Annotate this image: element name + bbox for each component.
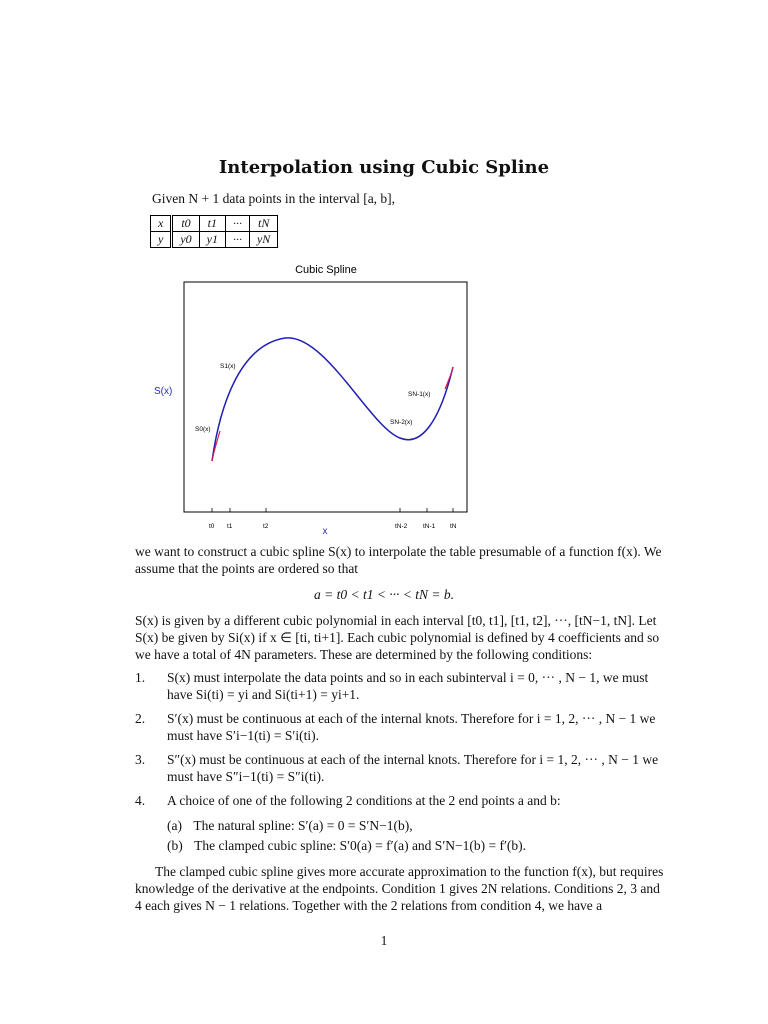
sub-label: (b) (167, 838, 183, 853)
tick-label-t1: t1 (227, 523, 233, 530)
chart-title: Cubic Spline (295, 264, 357, 276)
table-cell: y0 (172, 232, 199, 248)
paragraph-1: we want to construct a cubic spline S(x) to interpolate the table presumable of a function f(x). We assume that the points are ordered so that (135, 544, 662, 576)
sub-text: The natural spline: S′(a) = 0 = S′N−1(b), (193, 818, 413, 833)
spline-knot-mark (445, 367, 453, 389)
paragraph-2: S(x) is given by a different cubic polynomial in each interval [t0, t1], [t1, t2], ···, [tN−1, tN]. Let S(x) be given by Si(x) if x ∈ [ti, ti+1]. Each cubic polynomial is defined by 4 coefficients and so we have a total of 4N parameters. These are determined by the following conditions: (135, 613, 660, 662)
curve-label-s1: S1(x) (220, 363, 236, 370)
list-text: S″(x) must be continuous at each of the internal knots. Therefore for i = 1, 2, ··· , N − 1 we must have S″i−1(ti) = S″i(ti). (167, 752, 659, 784)
tick-label-tN: tN (450, 523, 457, 530)
curve-label-sn-1: SN-1(x) (408, 391, 431, 398)
tick-label-t0: t0 (209, 523, 215, 530)
table-cell: ··· (225, 232, 249, 248)
tick-label-t2: t2 (263, 523, 269, 530)
sub-label: (a) (167, 818, 182, 833)
cubic-spline-chart (140, 255, 480, 540)
page-title: Interpolation using Cubic Spline (218, 157, 550, 178)
list-text: S′(x) must be continuous at each of the internal knots. Therefore for i = 1, 2, ··· , N − 1 we must have S′i−1(ti) = S′i(ti). (167, 711, 656, 743)
list-text: S(x) must interpolate the data points and so in each subinterval i = 0, ··· , N − 1, we must have Si(ti) = yi and Si(ti+1) = yi+1. (167, 670, 649, 702)
intro-text: Given N + 1 data points in the interval [a, b], (152, 191, 396, 206)
spline-curve (212, 338, 453, 461)
tick-label-tN-2: tN-2 (395, 523, 408, 530)
list-number: 4. (135, 793, 146, 808)
list-number: 2. (135, 711, 146, 726)
page-number: 1 (380, 933, 388, 948)
table-cell: y1 (199, 232, 225, 248)
paragraph-3: The clamped cubic spline gives more accurate approximation to the function f(x), but requires knowledge of the derivative at the endpoints. Condition 1 gives 2N relations. Conditions 2, 3 and 4 each gives N − 1 relations. Together with the 2 relations from condition 4, we have a (135, 864, 664, 913)
data-table (150, 215, 278, 248)
table-row (151, 232, 278, 248)
table-row (151, 216, 278, 232)
chart-svg (140, 255, 480, 540)
x-ticks (212, 508, 453, 512)
curve-label-s0: S0(x) (195, 426, 211, 433)
sub-text: The clamped cubic spline: S′0(a) = f′(a) and S′N−1(b) = f′(b). (194, 838, 527, 853)
table-cell: yN (249, 232, 277, 248)
table-cell: t0 (172, 216, 199, 232)
y-axis-label: S(x) (154, 386, 173, 397)
tick-label-tN-1: tN-1 (423, 523, 436, 530)
sub-list-item (167, 817, 413, 834)
table-cell: ··· (225, 216, 249, 232)
x-axis-label: x (322, 526, 328, 537)
sub-list-item (167, 837, 526, 854)
list-number: 3. (135, 752, 146, 767)
table-cell: tN (249, 216, 277, 232)
table-cell: x (151, 216, 172, 232)
list-number: 1. (135, 670, 146, 685)
table-cell: t1 (199, 216, 225, 232)
list-text: A choice of one of the following 2 conditions at the 2 end points a and b: (167, 793, 561, 808)
curve-label-sn-2: SN-2(x) (390, 419, 413, 426)
equation-ordering: a = t0 < t1 < ··· < tN = b. (313, 587, 455, 602)
table-cell: y (151, 232, 172, 248)
